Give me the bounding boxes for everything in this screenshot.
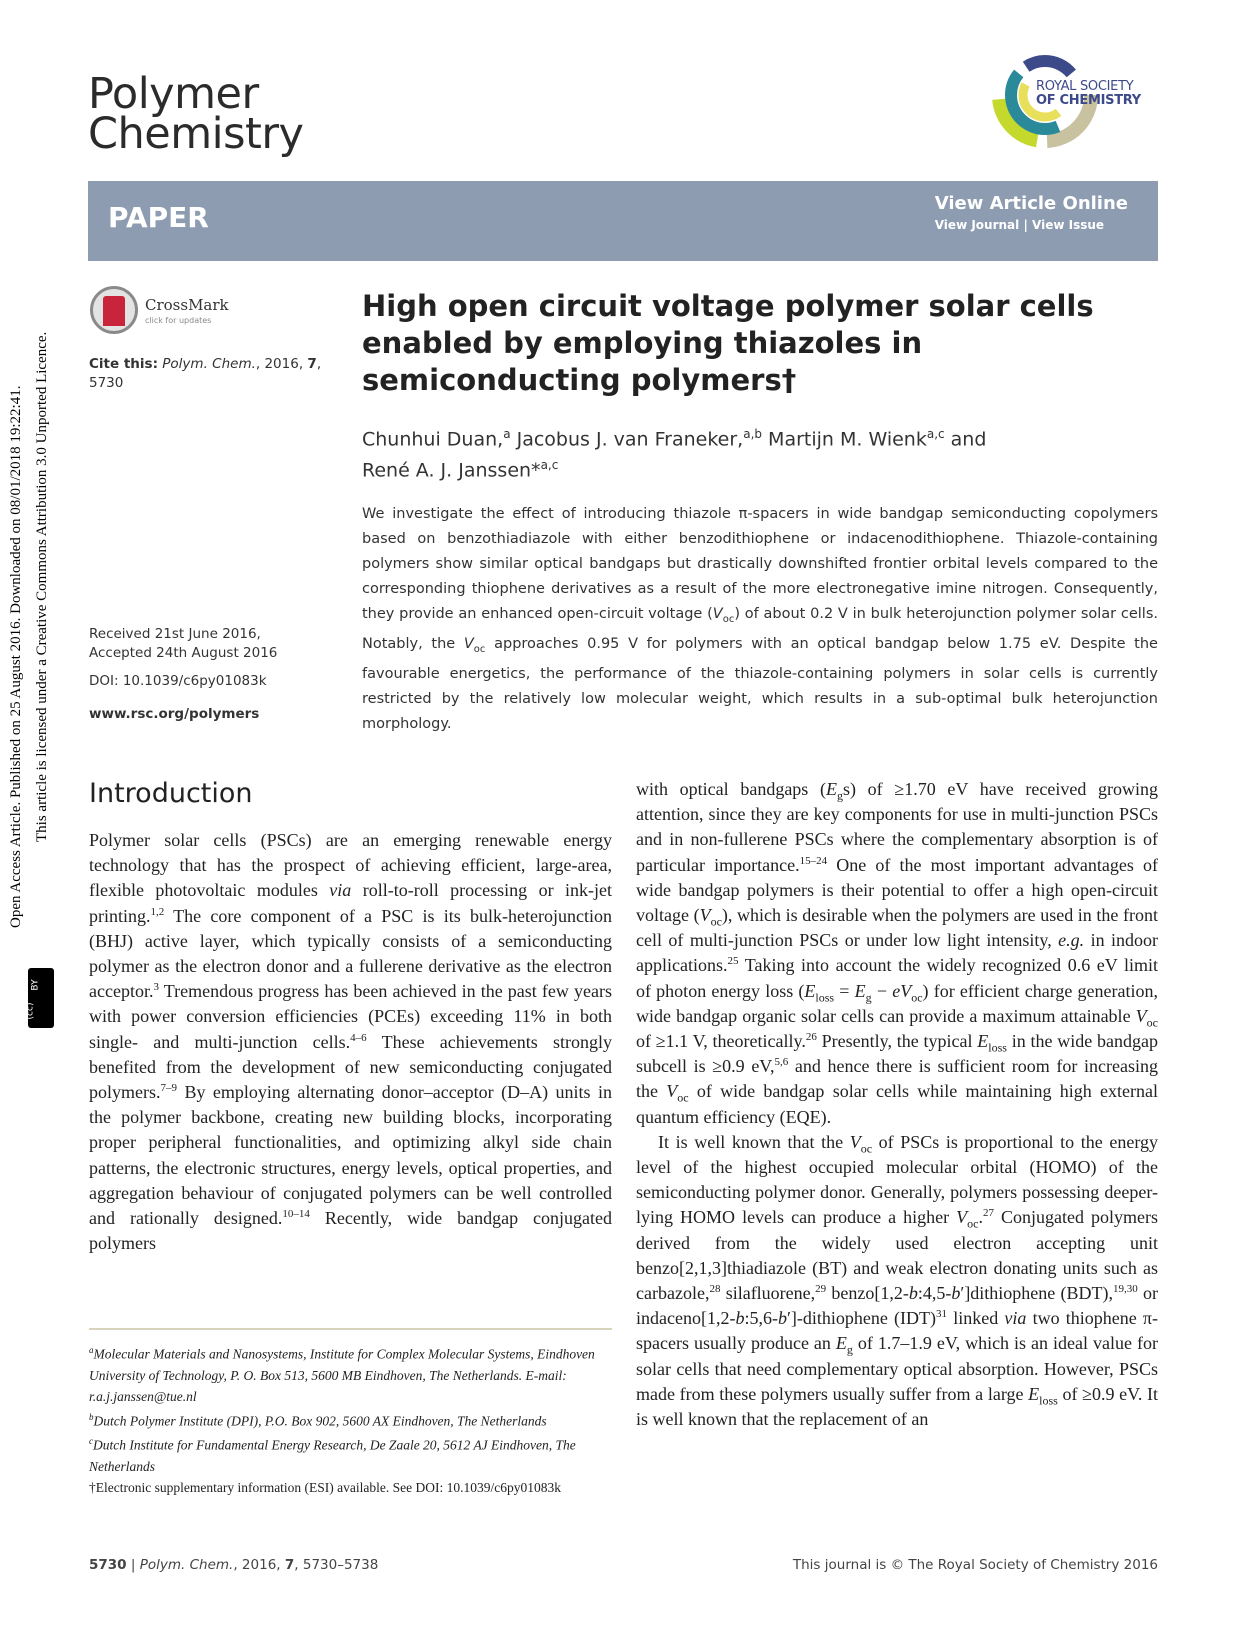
page-footer-copyright: This journal is © The Royal Society of Chemistry 2016	[792, 1557, 1158, 1573]
citation: Cite this: Polym. Chem., 2016, 7, 5730	[89, 356, 322, 391]
by-icon-label: BY	[30, 979, 41, 991]
article-dates	[89, 625, 329, 663]
article-title: High open circuit voltage polymer solar cells enabled by employing thiazoles in semiconducting polymers†	[362, 289, 1094, 397]
journal-title-line2: Chemistry	[88, 109, 304, 159]
footnote-divider	[89, 1328, 612, 1330]
license-notice: This article is licensed under a Creative Commons Attribution 3.0 Unported Licence.	[34, 331, 50, 842]
view-article-online-link[interactable]: View Article Online	[934, 193, 1128, 214]
banner-links	[935, 193, 1128, 232]
footnotes	[89, 1340, 612, 1498]
footnote-b: $^b$Dutch Polymer Institute (DPI), P.O. Box 902, 5600 AX Eindhoven, The Netherlands	[89, 1411, 547, 1428]
link-separator: |	[1023, 218, 1028, 232]
cc-icon-label: (cc)	[25, 1002, 36, 1020]
body-column-left: Polymer solar cells (PSCs) are an emerging renewable energy technology that has the prospect of achieving efficient, large-area, flexible photovoltaic modules via roll-to-roll processing or ink-jet printing.$^{1,2}$ The core component of a PSC is its bulk-heterojunction (BHJ) active layer, which typically consists of a semiconducting polymer as the electron donor and a fullerene derivative as the electron acceptor.$^3$ Tremendous progress has been achieved in the past few years with power conversion efficiencies (PCEs) exceeding 11% in both single- and multi-junction cells.$^{4-6}$ These achievements strongly benefited from the development of new semiconducting conjugated polymers.$^{7-9}$ By employing alternating donor–acceptor (D–A) units in the polymer backbone, creating new building blocks, incorporating proper peripheral functionalities, and optimizing alkyl side chain patterns, the electronic structures, energy levels, optical properties, and aggregation behaviour of conjugated polymers can be well controlled and rationally designed.$^{10-14}$ Recently, wide bandgap conjugated polymers	[89, 830, 612, 1254]
author-list	[362, 421, 1162, 484]
footnote-a: $^a$Molecular Materials and Nanosystems, Institute for Complex Molecular Systems, Eindhoven University of Technology, P. O. Box 513, 5600 MB Eindhoven, The Netherlands. E-mail: r.a.j.janssen@tue.nl	[89, 1345, 595, 1404]
rsc-logo[interactable]	[990, 40, 1160, 150]
view-issue-link[interactable]: View Issue	[1032, 218, 1105, 232]
journal-title	[88, 69, 304, 159]
view-journal-link[interactable]: View Journal	[934, 218, 1020, 232]
doi[interactable]: DOI: 10.1039/c6py01083k	[89, 673, 267, 689]
rsc-logo-text: ROYAL SOCIETY OF CHEMISTRY	[1036, 79, 1141, 108]
cc-by-icon[interactable]	[25, 968, 54, 1028]
crossmark-sub: click for updates	[145, 316, 212, 325]
article-type: PAPER	[108, 201, 209, 234]
paragraph: with optical bandgaps $(E_gs)$ of ≥1.70 eV have received growing attention, since they are key components for use in multi-junction PSCs and in non-fullerene PSCs where the complementary absorption is of particular importance.$^{15-24}$ One of the most important advantages of wide bandgap polymers is their potential to offer a high open-circuit voltage $(V_{oc})$, which is desirable when the polymers are used in the front cell of multi-junction PSCs or under low light intensity, e.g. in indoor applications.$^{25}$ Taking into account the widely recognized 0.6 eV limit of photon energy loss $(E_{loss} = E_g - eV_{oc})$ for efficient charge generation, wide bandgap organic solar cells can provide a maximum attainable $V_{oc}$ of ≥1.1 V, theoretically.$^{26}$ Presently, the typical $E_{loss}$ in the wide bandgap subcell is ≥0.9 eV,$^{5,6}$ and hence there is sufficient room for increasing the $V_{oc}$ of wide bandgap solar cells while maintaining high external quantum efficiency (EQE).	[636, 779, 1159, 1127]
footnote-c: $^c$Dutch Institute for Fundamental Energy Research, De Zaale 20, 5612 AJ Eindhoven, The Netherlands	[89, 1436, 576, 1474]
accepted-date: Accepted 24th August 2016	[89, 645, 278, 661]
abstract: We investigate the effect of introducing thiazole π-spacers in wide bandgap semiconducting copolymers based on benzothiadiazole with either benzodithiophene or indacenodithiophene. Thiazole-containing polymers show similar optical bandgaps but drastically downshifted frontier orbital levels compared to the corresponding thiophene derivatives as a result of the more electronegative imine nitrogen. Consequently, they provide an enhanced open-circuit voltage $(V_{oc})$ of about 0.2 V in bulk heterojunction polymer solar cells. Notably, the $V_{oc}$ approaches 0.95 V for polymers with an optical bandgap below 1.75 eV. Despite the favourable energetics, the performance of the thiazole-containing polymers in solar cells is currently restricted by the relatively low molecular weight, which results in a sub-optimal bulk heterojunction morphology.	[362, 506, 1159, 732]
crossmark-label: CrossMark	[145, 296, 229, 314]
authors-line1: Chunhui Duan,$^a$ Jacobus J. van Franeker,$^{a,b}$ Martijn M. Wienk$^{a,c}$ and	[362, 427, 987, 451]
authors-line2: René A. J. Janssen*$^{a,c}$	[362, 458, 559, 482]
journal-title-line1: Polymer	[88, 69, 259, 119]
license-margin	[0, 0, 60, 1625]
open-access-notice: Open Access Article. Published on 25 August 2016. Downloaded on 08/01/2018 19:22:41.	[8, 385, 24, 928]
body-column-right	[636, 777, 1158, 1432]
received-date: Received 21st June 2016,	[89, 626, 261, 642]
section-heading: Introduction	[89, 778, 253, 809]
crossmark-icon	[90, 286, 138, 334]
footnote-esi: †Electronic supplementary information (ESI) available. See DOI: 10.1039/c6py01083k	[89, 1479, 561, 1495]
paragraph: It is well known that the $V_{oc}$ of PSCs is proportional to the energy level of the highest occupied molecular orbital (HOMO) of the semiconducting polymer donor. Generally, polymers possessing deeper-lying HOMO levels can produce a higher $V_{oc}.^{27}$ Conjugated polymers derived from the widely used electron accepting unit benzo[2,1,3]thiadiazole (BT) and weak electron donating units such as carbazole,$^{28}$ silafluorene,$^{29}$ benzo[1,2-b:4,5-b′]dithiophene (BDT),$^{19,30}$ or indaceno[1,2-b:5,6-b′]-dithiophene (IDT)$^{31}$ linked via two thiophene π-spacers usually produce an $E_g$ of 1.7–1.9 eV, which is an ideal value for solar cells that need complementary optical absorption. However, PSCs made from these polymers usually suffer from a large $E_{loss}$ of ≥0.9 eV. It is well known that the replacement of an	[636, 1131, 1159, 1430]
journal-url[interactable]: www.rsc.org/polymers	[89, 706, 260, 722]
page-footer-citation: 5730 | Polym. Chem., 2016, 7, 5730–5738	[89, 1557, 379, 1573]
article-type-banner	[88, 181, 1158, 261]
